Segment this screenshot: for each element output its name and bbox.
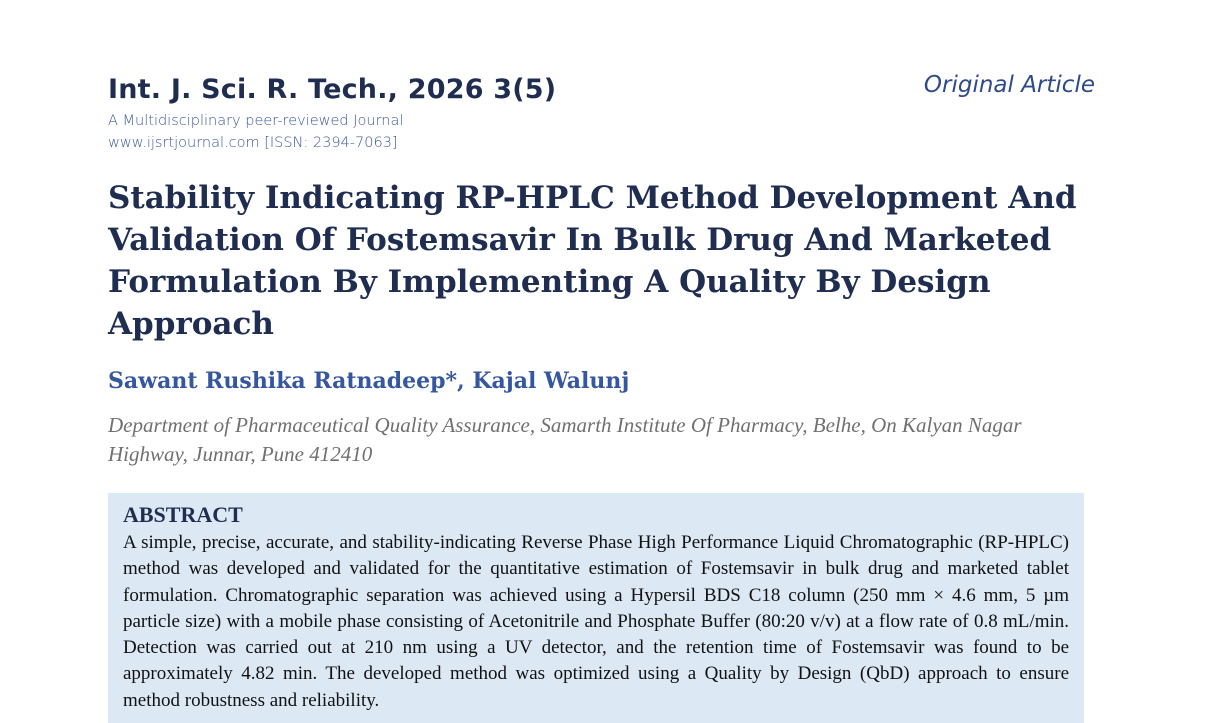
journal-title: Int. J. Sci. R. Tech., 2026 3(5): [108, 74, 557, 105]
abstract-section: [108, 493, 1084, 723]
journal-subtitle: A Multidisciplinary peer-reviewed Journal: [108, 113, 404, 129]
paper-authors: Sawant Rushika Ratnadeep*, Kajal Walunj: [108, 368, 630, 394]
journal-website[interactable]: www.ijsrtjournal.com [ISSN: 2394-7063]: [108, 135, 398, 151]
article-type-label: Original Article: [923, 72, 1095, 98]
author-affiliation: Department of Pharmaceutical Quality Assurance, Samarth Institute Of Pharmacy, Belhe, On Kalyan Nagar Highway, Junnar, Pune 412410: [108, 413, 1022, 466]
paper-title: Stability Indicating RP-HPLC Method Development And Validation Of Fostemsavir In Bulk Drug And Marketed Formulation By Implementing A Quality By Design Approach: [108, 180, 1077, 342]
abstract-heading: ABSTRACT: [123, 502, 243, 527]
abstract-body: A simple, precise, accurate, and stability-indicating Reverse Phase High Performance Liquid Chromatographic (RP-HPLC) method was developed and validated for the quantitative estimation of Fostemsavir in bulk drug and marketed tablet formulation. Chromatographic separation was achieved using a Hypersil BDS C18 column (250 mm × 4.6 mm, 5 µm particle size) with a mobile phase consisting of Acetonitrile and Phosphate Buffer (80:20 v/v) at a flow rate of 0.8 mL/min. Detection was carried out at 210 nm using a UV detector, and the retention time of Fostemsavir was found to be approximately 4.82 min. The developed method was optimized using a Quality by Design (QbD) approach to ensure method robustness and reliability.: [123, 532, 1069, 711]
